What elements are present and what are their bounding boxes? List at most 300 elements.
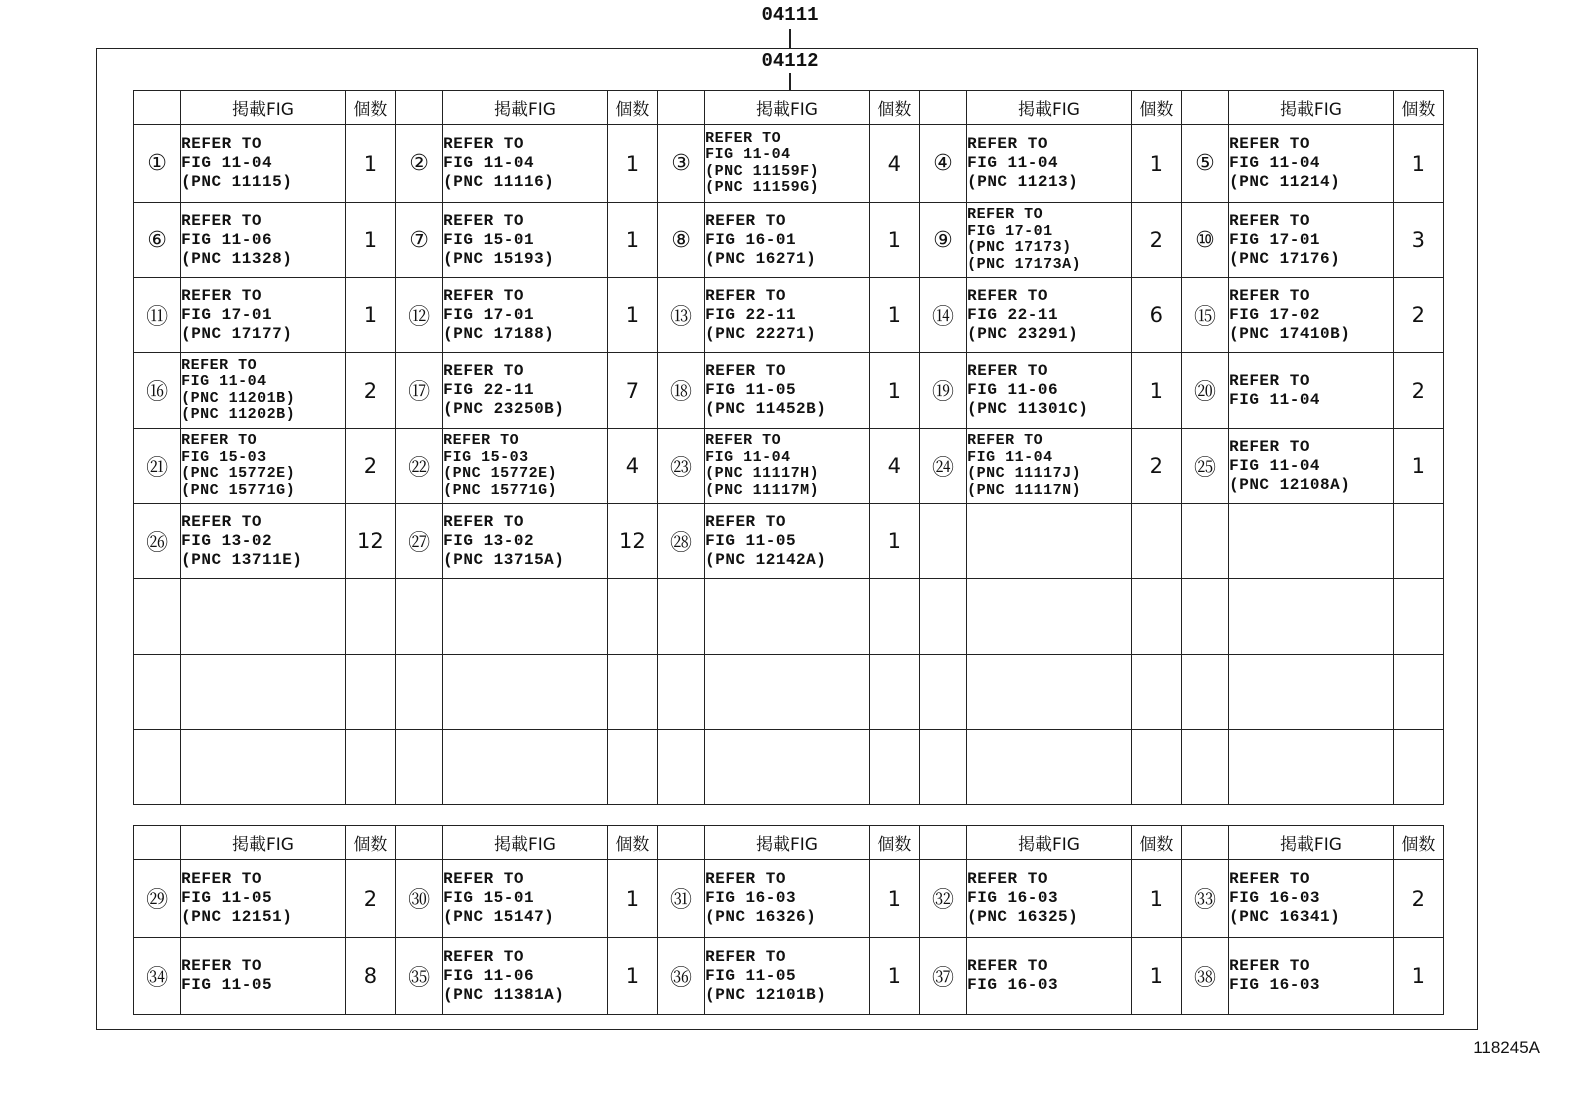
figure-reference xyxy=(967,278,1132,353)
reference-line: FIG 11-04 xyxy=(443,154,535,172)
item-number xyxy=(134,655,181,730)
table-row xyxy=(134,353,1444,429)
reference-line: (PNC 11328) xyxy=(181,249,293,268)
reference-line: (PNC 17173A) xyxy=(967,255,1082,273)
figure-reference xyxy=(181,353,346,429)
quantity: 4 xyxy=(869,125,919,203)
header-qty: 個数 xyxy=(869,91,919,125)
reference-line: FIG 11-05 xyxy=(705,381,797,399)
reference-line: REFER TO xyxy=(181,286,262,305)
reference-table-upper xyxy=(133,90,1444,805)
reference-line: REFER TO xyxy=(181,870,262,888)
quantity: 1 xyxy=(607,938,657,1015)
reference-line: FIG 22-11 xyxy=(705,305,797,324)
item-number: ㊳ xyxy=(1181,938,1228,1015)
item-number: ⑯ xyxy=(134,353,181,429)
figure-reference xyxy=(705,730,870,805)
figure-reference xyxy=(967,203,1132,278)
figure-reference xyxy=(1229,125,1394,203)
reference-line: FIG 15-03 xyxy=(181,448,267,466)
reference-line: REFER TO xyxy=(443,286,524,305)
reference-line: (PNC 12101B) xyxy=(705,985,827,1004)
reference-line: REFER TO xyxy=(705,947,786,966)
quantity: 1 xyxy=(1131,860,1181,938)
figure-reference xyxy=(1229,504,1394,579)
leader-line-top xyxy=(789,29,791,48)
figure-reference xyxy=(443,353,608,429)
figure-reference xyxy=(181,504,346,579)
quantity xyxy=(1393,579,1443,655)
reference-line: (PNC 11159F) xyxy=(705,162,820,180)
figure-reference xyxy=(705,353,870,429)
reference-line: REFER TO xyxy=(1229,211,1310,230)
item-number: ㉑ xyxy=(134,429,181,504)
reference-line: (PNC 16326) xyxy=(705,908,817,926)
item-number: ㉛ xyxy=(657,860,704,938)
quantity: 6 xyxy=(1131,278,1181,353)
reference-line: FIG 17-01 xyxy=(1229,230,1321,249)
reference-line: REFER TO xyxy=(967,957,1048,975)
header-row xyxy=(134,91,1444,125)
quantity: 1 xyxy=(869,504,919,579)
figure-reference xyxy=(967,353,1132,429)
reference-line: REFER TO xyxy=(181,211,262,230)
quantity xyxy=(345,655,395,730)
quantity: 1 xyxy=(1393,429,1443,504)
header-index-blank xyxy=(657,91,704,125)
reference-line: REFER TO xyxy=(967,206,1044,223)
header-index-blank xyxy=(1181,91,1228,125)
quantity: 1 xyxy=(345,203,395,278)
table-row xyxy=(134,125,1444,203)
header-index-blank xyxy=(395,91,442,125)
reference-line: (PNC 11115) xyxy=(181,173,293,191)
diagram-code: 118245A xyxy=(1473,1038,1540,1057)
assembly-code-04112: 04112 xyxy=(761,50,819,72)
quantity: 1 xyxy=(869,860,919,938)
header-fig: 掲載FIG xyxy=(443,826,608,860)
figure-reference xyxy=(705,203,870,278)
reference-line: (PNC 11117J) xyxy=(967,465,1082,482)
header-index-blank xyxy=(395,826,442,860)
item-number xyxy=(919,579,966,655)
reference-line: (PNC 15771G) xyxy=(443,481,558,499)
header-fig: 掲載FIG xyxy=(1229,91,1394,125)
header-qty: 個数 xyxy=(1393,826,1443,860)
quantity: 2 xyxy=(345,429,395,504)
figure-reference xyxy=(443,938,608,1015)
reference-line: FIG 11-04 xyxy=(705,448,791,466)
item-number: ⑥ xyxy=(134,203,181,278)
reference-line: (PNC 11117N) xyxy=(967,481,1082,499)
table-row xyxy=(134,278,1444,353)
item-number xyxy=(919,504,966,579)
item-number xyxy=(1181,579,1228,655)
reference-line: FIG 16-03 xyxy=(967,889,1059,907)
item-number: ① xyxy=(134,125,181,203)
reference-line: FIG 11-04 xyxy=(967,448,1053,466)
header-row xyxy=(134,826,1444,860)
header-index-blank xyxy=(1181,826,1228,860)
quantity: 1 xyxy=(869,353,919,429)
figure-reference xyxy=(443,655,608,730)
item-number: ㊱ xyxy=(657,938,704,1015)
quantity xyxy=(869,655,919,730)
figure-reference xyxy=(181,860,346,938)
reference-line: (PNC 12142A) xyxy=(705,550,827,569)
figure-reference xyxy=(967,730,1132,805)
item-number xyxy=(1181,504,1228,579)
reference-line: (PNC 15771G) xyxy=(181,481,296,499)
reference-line: REFER TO xyxy=(181,957,262,975)
reference-line: (PNC 17410B) xyxy=(1229,324,1351,343)
reference-line: FIG 11-05 xyxy=(181,976,273,994)
figure-reference xyxy=(705,579,870,655)
quantity: 4 xyxy=(607,429,657,504)
reference-line: (PNC 17177) xyxy=(181,324,293,343)
reference-line: FIG 11-06 xyxy=(181,230,273,249)
reference-line: FIG 22-11 xyxy=(967,305,1059,324)
figure-reference xyxy=(181,730,346,805)
reference-line: FIG 11-05 xyxy=(181,889,273,907)
reference-line: (PNC 12151) xyxy=(181,908,293,926)
reference-line: (PNC 17173) xyxy=(967,239,1072,256)
figure-reference xyxy=(443,860,608,938)
quantity: 1 xyxy=(1131,938,1181,1015)
item-number: ⑭ xyxy=(919,278,966,353)
item-number: ㉜ xyxy=(919,860,966,938)
quantity xyxy=(869,579,919,655)
header-fig: 掲載FIG xyxy=(181,826,346,860)
header-index-blank xyxy=(657,826,704,860)
header-qty: 個数 xyxy=(869,826,919,860)
item-number: ㉒ xyxy=(395,429,442,504)
reference-line: REFER TO xyxy=(1229,870,1310,888)
header-index-blank xyxy=(134,91,181,125)
reference-line: FIG 11-05 xyxy=(705,531,797,550)
quantity xyxy=(607,730,657,805)
reference-line: FIG 11-06 xyxy=(967,381,1059,399)
reference-line: FIG 11-06 xyxy=(443,966,535,985)
table-row xyxy=(134,579,1444,655)
quantity: 8 xyxy=(345,938,395,1015)
header-fig: 掲載FIG xyxy=(443,91,608,125)
item-number: ⑤ xyxy=(1181,125,1228,203)
reference-line: FIG 15-03 xyxy=(443,448,529,466)
item-number xyxy=(919,730,966,805)
quantity xyxy=(1131,504,1181,579)
reference-line: FIG 11-04 xyxy=(1229,456,1321,475)
reference-line: FIG 16-03 xyxy=(1229,889,1321,907)
quantity: 2 xyxy=(345,860,395,938)
header-index-blank xyxy=(134,826,181,860)
figure-reference xyxy=(1229,730,1394,805)
figure-reference xyxy=(705,938,870,1015)
reference-line: FIG 17-01 xyxy=(967,222,1053,240)
quantity: 1 xyxy=(869,938,919,1015)
reference-line: FIG 11-04 xyxy=(967,154,1059,172)
quantity xyxy=(1131,655,1181,730)
reference-line: REFER TO xyxy=(443,362,524,380)
reference-line: FIG 16-03 xyxy=(967,976,1059,994)
item-number: ③ xyxy=(657,125,704,203)
reference-line: REFER TO xyxy=(443,135,524,153)
header-fig: 掲載FIG xyxy=(967,91,1132,125)
figure-reference xyxy=(181,938,346,1015)
quantity: 1 xyxy=(1393,125,1443,203)
quantity: 1 xyxy=(607,125,657,203)
item-number: ㉓ xyxy=(657,429,704,504)
item-number: ㉘ xyxy=(657,504,704,579)
quantity: 1 xyxy=(869,278,919,353)
header-index-blank xyxy=(919,826,966,860)
table-row xyxy=(134,938,1444,1015)
reference-line: REFER TO xyxy=(443,870,524,888)
table-row xyxy=(134,730,1444,805)
quantity: 1 xyxy=(345,278,395,353)
reference-line: REFER TO xyxy=(181,432,258,449)
reference-line: FIG 15-01 xyxy=(443,230,535,249)
quantity: 2 xyxy=(1393,860,1443,938)
item-number xyxy=(657,579,704,655)
quantity: 3 xyxy=(1393,203,1443,278)
reference-line: (PNC 16325) xyxy=(967,908,1079,926)
reference-line: REFER TO xyxy=(967,135,1048,153)
item-number: ⑱ xyxy=(657,353,704,429)
figure-reference xyxy=(1229,353,1394,429)
reference-line: (PNC 22271) xyxy=(705,324,817,343)
reference-line: REFER TO xyxy=(967,870,1048,888)
reference-line: (PNC 11201B) xyxy=(181,389,296,407)
item-number xyxy=(395,579,442,655)
item-number: ⑦ xyxy=(395,203,442,278)
header-qty: 個数 xyxy=(607,91,657,125)
quantity xyxy=(869,730,919,805)
figure-reference xyxy=(1229,860,1394,938)
reference-line: REFER TO xyxy=(705,512,786,531)
figure-reference xyxy=(1229,938,1394,1015)
quantity: 2 xyxy=(1393,353,1443,429)
item-number: ㉞ xyxy=(134,938,181,1015)
figure-reference xyxy=(181,655,346,730)
reference-line: (PNC 17176) xyxy=(1229,249,1341,268)
figure-reference xyxy=(1229,203,1394,278)
figure-reference xyxy=(967,938,1132,1015)
figure-reference xyxy=(705,860,870,938)
quantity: 2 xyxy=(1131,429,1181,504)
item-number: ⑧ xyxy=(657,203,704,278)
item-number: ㉚ xyxy=(395,860,442,938)
reference-line: (PNC 15147) xyxy=(443,908,555,926)
reference-line: FIG 17-01 xyxy=(181,305,273,324)
item-number: ⑪ xyxy=(134,278,181,353)
item-number: ㉕ xyxy=(1181,429,1228,504)
reference-line: (PNC 13711E) xyxy=(181,550,303,569)
item-number: ㊲ xyxy=(919,938,966,1015)
header-qty: 個数 xyxy=(345,91,395,125)
table-row xyxy=(134,655,1444,730)
reference-table-lower xyxy=(133,825,1444,1015)
reference-line: FIG 17-01 xyxy=(443,305,535,324)
quantity: 1 xyxy=(1131,125,1181,203)
reference-line: FIG 11-04 xyxy=(181,373,267,390)
reference-line: FIG 13-02 xyxy=(181,531,273,550)
table-row xyxy=(134,504,1444,579)
reference-line: (PNC 11202B) xyxy=(181,406,296,423)
item-number xyxy=(395,730,442,805)
figure-reference xyxy=(967,860,1132,938)
reference-line: REFER TO xyxy=(1229,286,1310,305)
item-number: ⑨ xyxy=(919,203,966,278)
reference-line: (PNC 11214) xyxy=(1229,173,1341,191)
header-index-blank xyxy=(919,91,966,125)
reference-line: FIG 15-01 xyxy=(443,889,535,907)
quantity: 1 xyxy=(607,203,657,278)
reference-line: REFER TO xyxy=(181,356,258,374)
item-number: ④ xyxy=(919,125,966,203)
figure-reference xyxy=(705,278,870,353)
assembly-code-04111: 04111 xyxy=(761,4,819,26)
item-number xyxy=(919,655,966,730)
header-fig: 掲載FIG xyxy=(967,826,1132,860)
quantity xyxy=(607,579,657,655)
quantity: 1 xyxy=(1131,353,1181,429)
reference-line: REFER TO xyxy=(705,362,786,380)
figure-reference xyxy=(1229,579,1394,655)
header-fig: 掲載FIG xyxy=(705,91,870,125)
reference-line: REFER TO xyxy=(443,211,524,230)
item-number: ⑰ xyxy=(395,353,442,429)
header-fig: 掲載FIG xyxy=(705,826,870,860)
item-number xyxy=(1181,655,1228,730)
reference-line: REFER TO xyxy=(705,211,786,230)
item-number: ㉟ xyxy=(395,938,442,1015)
figure-reference xyxy=(1229,278,1394,353)
header-qty: 個数 xyxy=(345,826,395,860)
figure-reference xyxy=(443,203,608,278)
reference-line: REFER TO xyxy=(1229,437,1310,456)
item-number: ② xyxy=(395,125,442,203)
reference-line: REFER TO xyxy=(1229,135,1310,153)
reference-line: FIG 13-02 xyxy=(443,531,535,550)
quantity: 12 xyxy=(345,504,395,579)
header-qty: 個数 xyxy=(607,826,657,860)
reference-line: FIG 16-03 xyxy=(705,889,797,907)
reference-line: FIG 11-04 xyxy=(1229,390,1321,409)
figure-reference xyxy=(181,203,346,278)
reference-line: REFER TO xyxy=(705,432,782,449)
figure-reference xyxy=(181,125,346,203)
reference-line: FIG 11-04 xyxy=(1229,154,1321,172)
reference-line: (PNC 11452B) xyxy=(705,400,827,418)
reference-line: (PNC 23250B) xyxy=(443,400,565,418)
quantity: 12 xyxy=(607,504,657,579)
quantity: 7 xyxy=(607,353,657,429)
reference-line: REFER TO xyxy=(1229,957,1310,975)
reference-line: (PNC 11301C) xyxy=(967,400,1089,418)
quantity xyxy=(345,730,395,805)
figure-reference xyxy=(967,579,1132,655)
item-number: ㉖ xyxy=(134,504,181,579)
header-qty: 個数 xyxy=(1131,826,1181,860)
item-number: ㉙ xyxy=(134,860,181,938)
reference-line: (PNC 12108A) xyxy=(1229,475,1351,494)
header-qty: 個数 xyxy=(1131,91,1181,125)
header-fig: 掲載FIG xyxy=(181,91,346,125)
table-row xyxy=(134,860,1444,938)
figure-reference xyxy=(705,504,870,579)
quantity xyxy=(607,655,657,730)
figure-reference xyxy=(443,125,608,203)
item-number: ⑲ xyxy=(919,353,966,429)
header-qty: 個数 xyxy=(1393,91,1443,125)
item-number: ⑫ xyxy=(395,278,442,353)
reference-line: (PNC 23291) xyxy=(967,324,1079,343)
reference-line: REFER TO xyxy=(443,432,520,449)
figure-reference xyxy=(181,579,346,655)
reference-line: REFER TO xyxy=(967,362,1048,380)
reference-line: REFER TO xyxy=(181,135,262,153)
table-row xyxy=(134,203,1444,278)
leader-line-sub xyxy=(789,73,791,90)
quantity: 2 xyxy=(1131,203,1181,278)
item-number xyxy=(657,655,704,730)
quantity xyxy=(1393,730,1443,805)
reference-line: REFER TO xyxy=(967,432,1044,449)
reference-line: (PNC 11381A) xyxy=(443,985,565,1004)
reference-line: (PNC 11213) xyxy=(967,173,1079,191)
reference-line: (PNC 17188) xyxy=(443,324,555,343)
item-number: ㉔ xyxy=(919,429,966,504)
figure-reference xyxy=(967,429,1132,504)
figure-reference xyxy=(443,278,608,353)
reference-line: REFER TO xyxy=(967,286,1048,305)
reference-line: FIG 17-02 xyxy=(1229,305,1321,324)
quantity: 1 xyxy=(869,203,919,278)
reference-line: FIG 11-04 xyxy=(705,146,791,163)
quantity: 1 xyxy=(1393,938,1443,1015)
reference-line: (PNC 15772E) xyxy=(443,465,558,482)
reference-line: FIG 11-05 xyxy=(705,966,797,985)
reference-line: (PNC 16271) xyxy=(705,249,817,268)
header-fig: 掲載FIG xyxy=(1229,826,1394,860)
reference-line: REFER TO xyxy=(443,947,524,966)
figure-reference xyxy=(443,504,608,579)
quantity: 2 xyxy=(345,353,395,429)
quantity: 1 xyxy=(607,860,657,938)
item-number xyxy=(134,579,181,655)
reference-line: (PNC 16341) xyxy=(1229,908,1341,926)
item-number xyxy=(1181,730,1228,805)
quantity: 1 xyxy=(345,125,395,203)
reference-line: REFER TO xyxy=(181,512,262,531)
quantity xyxy=(1393,655,1443,730)
reference-line: FIG 22-11 xyxy=(443,381,535,399)
item-number xyxy=(395,655,442,730)
figure-reference xyxy=(1229,655,1394,730)
quantity xyxy=(345,579,395,655)
figure-reference xyxy=(181,429,346,504)
quantity: 4 xyxy=(869,429,919,504)
table-row xyxy=(134,429,1444,504)
item-number: ㉝ xyxy=(1181,860,1228,938)
item-number: ㉗ xyxy=(395,504,442,579)
item-number: ⑮ xyxy=(1181,278,1228,353)
item-number: ⑬ xyxy=(657,278,704,353)
quantity xyxy=(1131,579,1181,655)
figure-reference xyxy=(443,579,608,655)
quantity: 1 xyxy=(607,278,657,353)
